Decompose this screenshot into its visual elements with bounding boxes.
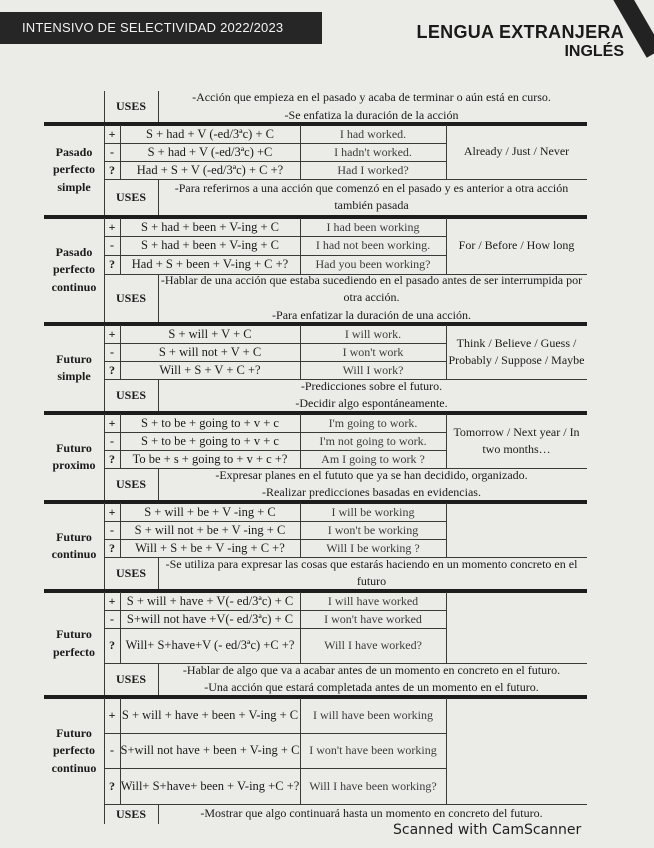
section-title: Futuro proximo (52, 440, 96, 472)
row-symbol: - (110, 344, 114, 359)
formula: S + to be + going to + v + c (141, 433, 279, 448)
uses-label: USES (115, 290, 147, 305)
section-title: Futuro simple (56, 351, 92, 383)
section-title: Futuro continuo (51, 529, 97, 561)
formula: S + will + have + V(- ed/3ªc) + C (126, 593, 294, 608)
example: I won't work (342, 344, 404, 359)
section-title: Futuro perfecto (53, 627, 95, 659)
example: I won't be working (327, 522, 419, 537)
row-symbol: ? (109, 540, 115, 555)
row-symbol: + (108, 126, 116, 141)
row-symbol: - (110, 522, 114, 537)
course-title-bar (0, 12, 322, 44)
formula: S + will not + V + C (158, 344, 262, 359)
row-symbol: + (108, 504, 116, 519)
formula: S + to be + going to + v + c (141, 415, 279, 430)
uses-text: -Se utiliza para expresar las cosas que estarás haciendo en un momento concreto en el futuro (165, 556, 578, 588)
top-uses-block (44, 91, 587, 122)
formula: S + will + V + C (168, 326, 252, 341)
time-expressions: For / Before / How long (458, 238, 575, 253)
example: Am I going to work ? (321, 451, 425, 466)
uses-label: USES (115, 387, 147, 402)
formula: S+will not have +V(- ed/3ªc) + C (126, 611, 294, 626)
section-futuro-simple (44, 325, 587, 411)
time-expressions: Already / Just / Never (463, 144, 570, 159)
row-symbol: + (108, 415, 116, 430)
section-title: Pasado perfecto continuo (51, 244, 97, 294)
uses-text: -Acción que empieza en el pasado y acaba de terminar o aún está en curso. -Se enfatiza la duración de la acción (192, 90, 551, 122)
formula: S + had + V (-ed/3ªc) +C (147, 144, 273, 159)
scanner-watermark: Scanned with CamScanner (393, 822, 582, 838)
course-title: INTENSIVO DE SELECTIVIDAD 2022/2023 (22, 20, 284, 35)
time-expressions (446, 698, 587, 804)
example: I will have been working (313, 708, 433, 722)
row-symbol: - (110, 433, 114, 448)
uses-text: -Para referirnos a una acción que comenzó en el pasado y es anterior a otra acción también pasada (174, 180, 569, 212)
row-symbol: ? (109, 638, 115, 652)
formula: S + will not + be + V -ing + C (134, 522, 286, 537)
row-symbol: - (110, 743, 114, 757)
formula: Will + S + V + C +? (159, 362, 261, 377)
formula: S + had + been + V-ing + C (141, 238, 279, 252)
formula: Had + S + V (-ed/3ªc) + C +? (136, 162, 284, 177)
row-symbol: - (110, 611, 114, 626)
example: Will I have worked? (324, 638, 422, 652)
subject-line-1: LENGUA EXTRANJERA (416, 22, 624, 42)
formula: To be + s + going to + v + c +? (132, 451, 288, 466)
example: I had worked. (339, 126, 407, 141)
formula: S + will + have + been + V-ing + C (121, 708, 299, 722)
example: Had I worked? (337, 162, 409, 177)
row-symbol: ? (109, 257, 115, 271)
section-title: Pasado perfecto simple (53, 144, 95, 194)
row-symbol: - (110, 144, 114, 159)
formula: S + had + V (-ed/3ªc) + C (146, 126, 274, 141)
time-expressions: Tomorrow / Next year / In two months… (453, 424, 580, 456)
example: I will work. (344, 326, 402, 341)
uses-text: -Mostrar que algo continuará hasta un momento en concreto del futuro. (200, 806, 543, 821)
row-symbol: + (108, 593, 116, 608)
example: I'm not going to work. (319, 433, 427, 448)
uses-text: -Expresar planes en el fututo que ya se han decidido, organizado. -Realizar predicciones basadas en evidencias. (215, 467, 528, 499)
formula: Will + S + be + V -ing + C +? (135, 540, 285, 555)
example: Will I have been working? (309, 778, 437, 793)
example: I hadn't worked. (334, 144, 412, 159)
row-symbol: + (108, 708, 116, 722)
uses-label: USES (115, 99, 147, 113)
uses-text: -Hablar de algo que va a acabar antes de un momento en concreto en el futuro. -Una acción que estará completada antes de un momento en el futuro. (182, 662, 561, 694)
example: Had you been working? (315, 257, 431, 271)
formula: Will+ S+have+V (- ed/3ªc) +C +? (125, 638, 295, 652)
uses-text: -Predicciones sobre el futuro. -Decidir algo espontáneamente. (295, 378, 448, 410)
section-futuro-proximo (44, 414, 587, 500)
time-expressions (446, 592, 587, 663)
formula: S + had + been + V-ing + C (141, 219, 279, 234)
example: Will I be working ? (326, 540, 420, 555)
formula: S + will + be + V -ing + C (144, 504, 276, 519)
row-symbol: ? (109, 362, 115, 377)
example: I won't have been working (309, 743, 437, 757)
example: I'm going to work. (328, 415, 418, 430)
time-expressions: Think / Believe / Guess / Probably / Suppose / Maybe (448, 335, 585, 367)
example: I had not been working. (315, 238, 431, 252)
section-futuro-continuo (44, 503, 587, 589)
example: I won't have worked (324, 611, 422, 626)
uses-label: USES (115, 671, 147, 686)
section-futuro-perfecto (44, 592, 587, 695)
row-symbol: + (108, 326, 116, 341)
section-pasado-perfecto-simple (44, 125, 587, 215)
formula: Will+ S+have+ been + V-ing +C +? (120, 778, 300, 793)
uses-text: -Hablar de una acción que estaba sucediendo en el pasado antes de ser interrumpida por otra acción. -Para enfatizar la duración de una acción. (160, 272, 583, 322)
row-symbol: ? (109, 451, 115, 466)
row-symbol: ? (109, 778, 115, 793)
grammar-table (44, 91, 587, 826)
uses-label: USES (115, 476, 147, 491)
section-title: Futuro perfecto continuo (51, 725, 97, 775)
formula: Had + S + been + V-ing + C +? (131, 257, 289, 271)
section-futuro-perfecto-continuo (44, 698, 587, 824)
uses-label: USES (115, 806, 147, 821)
time-expressions (446, 503, 587, 557)
subject-line-2: INGLÉS (564, 43, 624, 60)
row-symbol: ? (109, 162, 115, 177)
uses-label: USES (115, 565, 147, 580)
example: I will be working (331, 504, 415, 519)
example: I will have worked (327, 593, 419, 608)
row-symbol: - (110, 238, 114, 252)
subject-heading (417, 22, 624, 61)
uses-label: USES (115, 189, 147, 204)
section-pasado-perfecto-continuo (44, 218, 587, 322)
formula: S+will not have + been + V-ing + C (120, 743, 300, 757)
example: I had been working (326, 219, 420, 234)
example: Will I work? (342, 362, 404, 377)
row-symbol: + (108, 219, 116, 234)
